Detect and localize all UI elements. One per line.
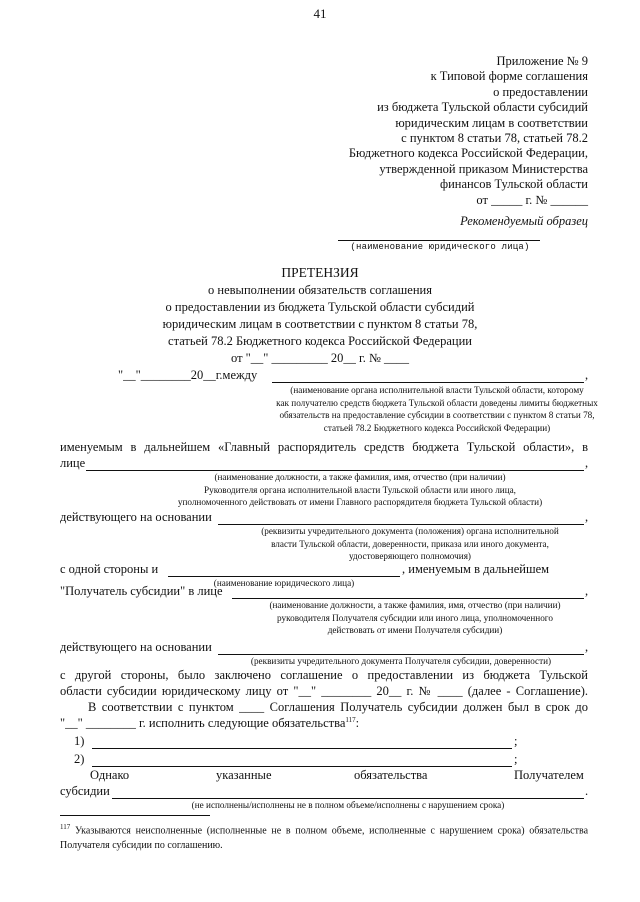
appendix-line: Приложение № 9 bbox=[496, 54, 588, 68]
caption-line: действовать от имени Получателя субсидии) bbox=[327, 625, 503, 635]
caption-line: удостоверяющего полномочия) bbox=[348, 551, 471, 561]
appendix-line: утвержденной приказом Министерства bbox=[379, 161, 588, 176]
document-subtitle bbox=[0, 282, 640, 367]
gov-body-caption bbox=[272, 384, 602, 434]
appendix-line: Бюджетного кодекса Российской Федерации, bbox=[348, 146, 588, 161]
however-caption: (не исполнены/исполнены не в полном объеме/исполнены с нарушением срока) bbox=[191, 800, 505, 810]
person-label: лице bbox=[60, 456, 86, 470]
caption-line: (реквизиты учредительного документа (положения) органа исполнительной bbox=[261, 526, 559, 536]
appendix-line: финансов Тульской области bbox=[439, 177, 588, 192]
appendix-line: к Типовой форме соглашения bbox=[430, 69, 588, 84]
appendix-line: от _____ г. № ______ bbox=[476, 192, 588, 207]
item-1-end: ; bbox=[514, 734, 518, 748]
footnote-separator bbox=[60, 815, 210, 816]
caption-line: (наименование органа исполнительной власти Тульской области, которому bbox=[290, 385, 584, 395]
however-label: субсидии bbox=[60, 784, 110, 798]
footnote bbox=[60, 820, 588, 853]
caption-line: (наименование должности, а также фамилия, имя, отчество (при наличии) bbox=[269, 600, 561, 610]
sample-label: Рекомендуемый образец bbox=[460, 214, 588, 228]
admin-person-caption bbox=[170, 471, 550, 509]
appendix-line: из бюджета Тульской области субсидий bbox=[377, 100, 588, 115]
recipient-person-caption bbox=[240, 599, 590, 637]
document-title: ПРЕТЕНЗИЯ bbox=[281, 265, 359, 280]
comma: , bbox=[585, 510, 589, 524]
appendix-line: о предоставлении bbox=[493, 84, 588, 99]
caption-line: обязательств на предоставление субсидии в соответствии с пунктом 8 статьи 78, bbox=[279, 410, 595, 420]
however-end: . bbox=[585, 784, 589, 798]
comma: , bbox=[585, 640, 589, 654]
comma: , bbox=[585, 456, 589, 470]
obligations-text: "__" ________ г. исполнить следующие обязательства bbox=[60, 716, 346, 731]
between-date: "__"________20__г.между bbox=[118, 368, 258, 382]
subtitle-line: о предоставлении из бюджета Тульской области субсидий bbox=[165, 300, 475, 314]
however-word: указанные bbox=[216, 768, 272, 782]
recipient-label: "Получатель субсидии" в лице bbox=[60, 584, 223, 598]
basis-caption bbox=[240, 525, 580, 563]
footnote-number: 117 bbox=[60, 823, 71, 831]
colon: : bbox=[355, 716, 360, 731]
basis2-label: действующего на основании bbox=[60, 640, 212, 654]
item-2-label: 2) bbox=[74, 752, 85, 766]
gov-body-line bbox=[272, 382, 584, 383]
caption-line: руководителя Получателя субсидии или иного лица, уполномоченного bbox=[277, 612, 553, 623]
caption-line: Руководителя органа исполнительной власти Тульской области или иного лица, bbox=[204, 484, 516, 495]
subtitle-line: статьей 78.2 Бюджетного кодекса Российской Федерации bbox=[168, 334, 472, 348]
legal-entity-caption: (наименование юридического лица) bbox=[213, 578, 355, 588]
however-word: обязательства bbox=[354, 768, 428, 782]
basis-label: действующего на основании bbox=[60, 510, 212, 524]
caption-line: (наименование должности, а также фамилия, имя, отчество (при наличии) bbox=[214, 472, 506, 482]
other-side-line1: с другой стороны, было заключено соглашение о предоставлении из бюджета Тульской bbox=[60, 668, 588, 682]
one-side-right: , именуемым в дальнейшем bbox=[402, 562, 550, 576]
comma: , bbox=[585, 368, 589, 382]
footnote-text: Указываются неисполненные (исполненные не в полном объеме, исполненные с нарушением срока) обязательства Получателя субсидии по соглашению. bbox=[60, 825, 589, 852]
item-1-line bbox=[92, 748, 512, 749]
caption-line: власти Тульской области, доверенности, приказа или иного документа, bbox=[271, 538, 549, 549]
subtitle-line: о невыполнении обязательств соглашения bbox=[208, 283, 432, 297]
org-name-caption: (наименование юридического лица) bbox=[350, 242, 530, 252]
caption-line: статьей 78.2 Бюджетного кодекса Российской Федерации) bbox=[323, 422, 551, 433]
caption-line: уполномоченного действовать от имени Главного распорядителя бюджета Тульской области) bbox=[177, 497, 543, 507]
footnote-ref: 117 bbox=[345, 716, 356, 724]
item-2-end: ; bbox=[514, 752, 518, 766]
item-1-label: 1) bbox=[74, 734, 85, 748]
subtitle-line: юридическим лицам в соответствии с пунктом 8 статьи 78, bbox=[162, 317, 478, 331]
however-word: Получателем bbox=[514, 768, 584, 782]
item-2-line bbox=[92, 766, 512, 767]
appendix-block bbox=[288, 54, 588, 208]
obligations-line2 bbox=[60, 716, 359, 731]
comma: , bbox=[585, 584, 589, 598]
one-side-label: с одной стороны и bbox=[60, 562, 159, 576]
appendix-line: юридическим лицам в соответствии bbox=[395, 115, 588, 130]
page-number: 41 bbox=[313, 6, 327, 21]
caption-line: как получателю средств бюджета Тульской области доведены лимиты бюджетных bbox=[276, 397, 598, 408]
main-admin-text: именуемым в дальнейшем «Главный распорядитель средств бюджета Тульской области», в bbox=[60, 440, 588, 454]
appendix-line: с пунктом 8 статьи 78, статьей 78.2 bbox=[401, 131, 588, 146]
basis2-caption: (реквизиты учредительного документа Получателя субсидии, доверенности) bbox=[250, 656, 552, 666]
however-word: Однако bbox=[90, 768, 130, 782]
other-side-line2: области субсидии юридическому лицу от "__" ________ 20__ г. № ____ (далее - Соглашение). bbox=[60, 684, 588, 698]
subtitle-line: от "__" _________ 20__ г. № ____ bbox=[230, 351, 410, 365]
obligations-line1: В соответствии с пунктом ____ Соглашения Получатель субсидии должен был в срок до bbox=[88, 700, 588, 714]
org-name-line bbox=[338, 240, 540, 241]
